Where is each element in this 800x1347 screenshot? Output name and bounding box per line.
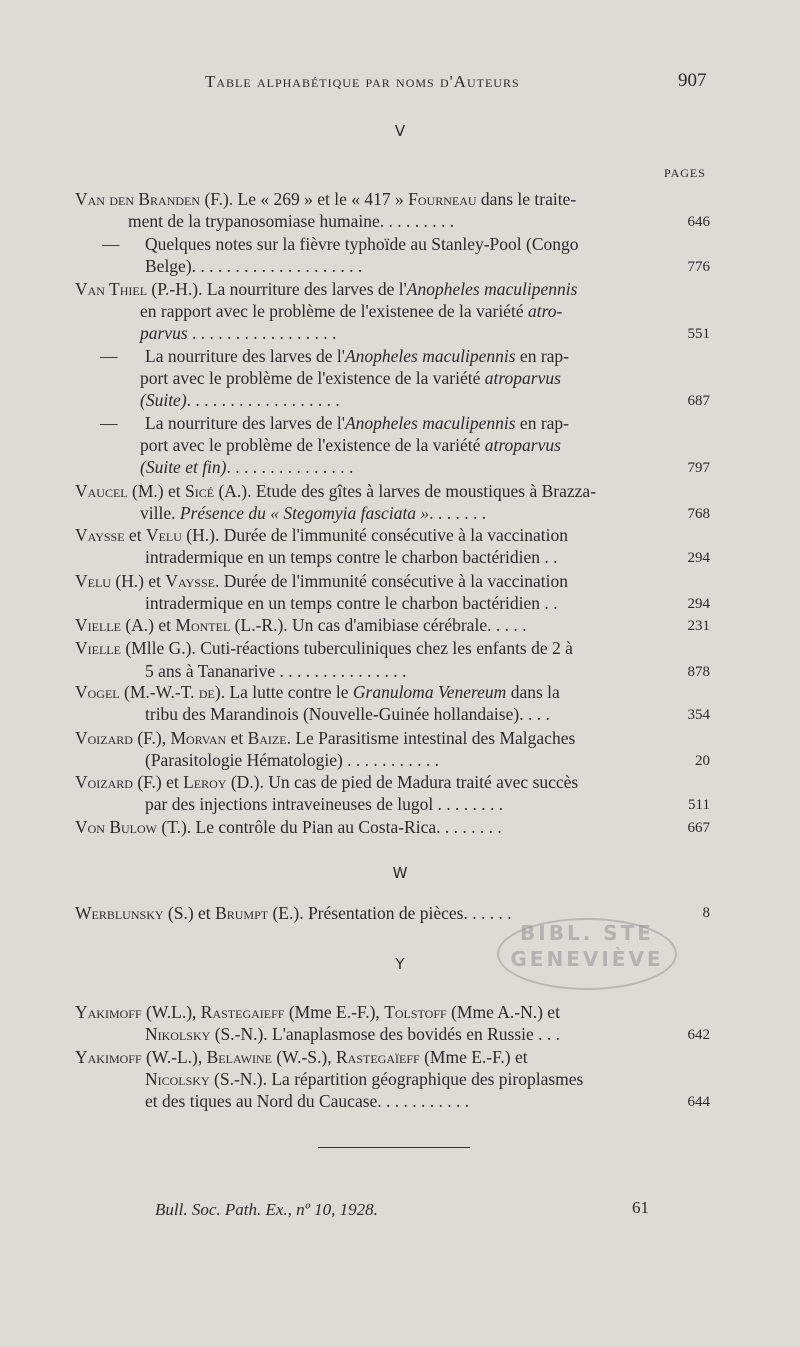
author-name: Vielle [75,615,121,635]
author-name: Yakimoff [75,1047,142,1067]
divider-rule [318,1147,470,1148]
author-name: Vogel [75,682,120,702]
author-name: Tolstoff [384,1002,447,1022]
author-name: Nicolsky [145,1069,210,1089]
section-letter-y: Y [395,955,405,973]
author-name: Yakimoff [75,1002,142,1022]
page-ref: 687 [687,393,710,409]
page-ref: 776 [687,259,710,275]
author-name: Nikolsky [145,1024,211,1044]
author-name: Rastegaïeff [336,1047,420,1067]
page-ref: 8 [702,905,710,921]
page-ref: 511 [688,797,710,813]
author-name: Vaucel [75,481,128,501]
author-name: Von Bulow [75,817,158,837]
page-ref: 768 [687,506,710,522]
page-ref: 20 [695,753,710,769]
page-ref: 797 [687,460,710,476]
author-name: Sicé [185,481,215,501]
section-letter-w: W [392,864,408,882]
page-ref: 551 [687,326,710,342]
author-name: Voizard [75,772,133,792]
library-stamp: BIBL. STE GENEVIÈVE [497,918,677,990]
author-name: Voizard [75,728,133,748]
page-ref: 294 [687,550,710,566]
page-ref: 231 [687,618,710,634]
journal-citation: Bull. Soc. Path. Ex., nº 10, 1928. [155,1200,378,1219]
author-name: Montel [175,615,231,635]
author-name: Vaysse [165,571,215,591]
author-name: Velu [75,571,111,591]
author-name: Fourneau [408,189,477,209]
page-ref: 642 [687,1027,710,1043]
signature-number: 61 [632,1198,649,1217]
document-page: Table alphabétique par noms d'Auteurs 907 V PAGES Van den Branden (F.). Le « 269 » et le « 417 » Fourneau dans le traite- ment de la trypanosomiase humaine. . . . . . . . . 646 — Quelques notes sur la fièvre typhoïde au Stanley-Pool (Congo Belge). . . . . . . . . . . . . . . . . . . . 776 Van Thiel (P.-H.). La nourriture des larves de l'Anopheles maculipennis en rapport avec le problème de l'existenee de la variété atro- parvus . . . . . . . . . . . . . . . . . 551 — La nourriture des larves de l'Anopheles maculipennis en rap- port avec le problème de l'existence de la variété atroparvus (Suite). . . . . . . . . . . . . . . . . . 687 — La nourriture des larves de l'Anopheles maculipennis en rap- port avec le problème de l'existence de la variété atroparvus (Suite et fin). . . . . . . . . . . . . . . 797 Vaucel (M.) et Sicé (A.). Etude des gîtes à larves de moustiques à Brazza- ville. Présence du « Stegomyia fasciata ». . . . . . . 768 Vaysse et Velu (H.). Durée de l'immunité consécutive à la vaccination intradermique en un temps contre le charbon bactéridien . . 294 Velu (H.) et Vaysse. Durée de l'immunité consécutive à la vaccination intradermique en un temps contre le charbon bactéridien . . 294 Vielle (A.) et Montel (L.-R.). Un cas d'amibiase cérébrale. . . . . 231 Vielle (Mlle G.). Cuti-réactions tuberculiniques chez les enfants de 2 à 5 ans à Tananarive . . . . . . . . . . . . . . . 878 Vogel (M.-W.-T. de). La lutte contre le Granuloma Venereum dans la tribu des Marandinois (Nouvelle-Guinée hollandaise). . . . 354 Voizard (F.), Morvan et Baize. Le Parasitisme intestinal des Malgaches (Parasitologie Hématologie) . . . . . . . . . . . 20 Voizard (F.) et Leroy (D.). Un cas de pied de Madura traité avec succès par des injections intraveineuses de lugol . . . . . . . . 511 Von Bulow (T.). Le contrôle du Pian au Costa-Rica. . . . . . . . 667 W Werblunsky (S.) et Brumpt (E.). Présentation de pièces. . . . . . 8 BIBL. STE GENEVIÈVE Y Yakimoff (W.L.), Rastegaieff (Mme E.-F.), Tolstoff (Mme A.-N.) et Nikolsky (S.-N.). L'anaplasmose des bovidés en Russie . . . 642 Yakimoff (W.-L.), Belawine (W.-S.), Rastegaïeff (Mme E.-F.) et Nicolsky (S.-N.). La répartition géographique des piroplasmes et des tiques au Nord du Caucase. . . . . . . . . . . 644 Bull. Soc. Path. Ex., nº 10, 1928. 61 [0,0,800,1347]
author-name: Vaysse [75,525,125,545]
author-name: Belawine [206,1047,272,1067]
author-name: Van Thiel [75,279,148,299]
author-name: Rastegaieff [200,1002,285,1022]
page-ref: 667 [687,820,710,836]
page-ref: 878 [687,664,710,680]
author-name: Velu [145,525,182,545]
author-name: Baize [247,728,287,748]
author-name: Van den Branden [75,189,201,209]
header-page-number: 907 [678,70,707,91]
page-ref: 644 [687,1094,710,1110]
page-ref: 354 [687,707,710,723]
author-name: Vielle [75,638,121,658]
running-header [0,72,800,100]
author-name: Morvan [170,728,227,748]
header-title: Table alphabétique par noms d'Auteurs [205,72,520,91]
page-ref: 294 [687,596,710,612]
author-name: Leroy [183,772,227,792]
page-ref: 646 [687,214,710,230]
author-name: Brumpt [215,903,269,923]
section-letter-v: V [394,122,406,140]
author-name: Werblunsky [75,903,164,923]
pages-column-label: PAGES [664,166,706,180]
